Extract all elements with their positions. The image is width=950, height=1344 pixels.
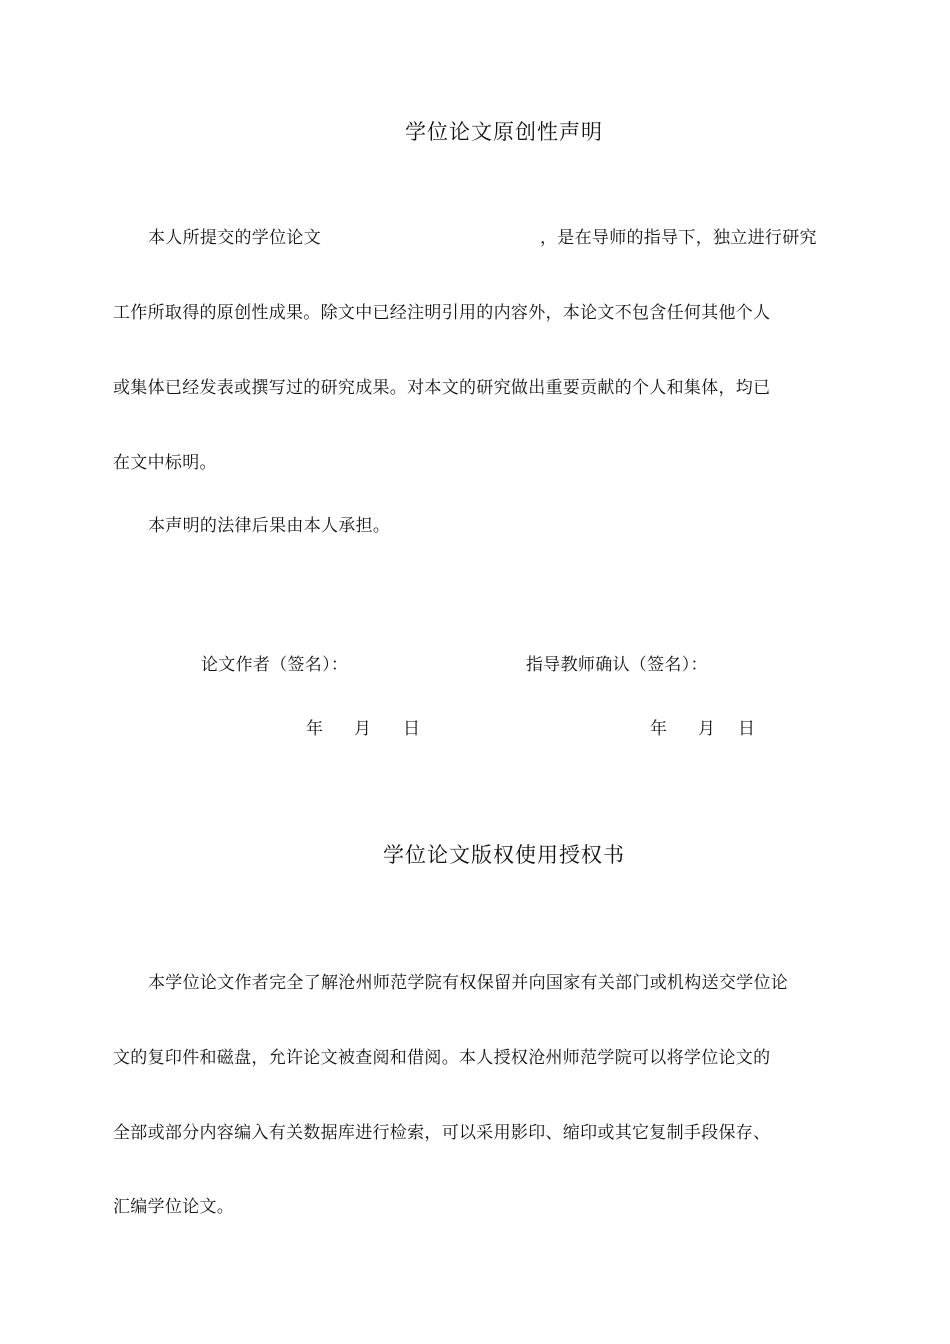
author-date-day: 日 — [403, 719, 420, 739]
advisor-date-month: 月 — [698, 719, 715, 739]
advisor-date-year: 年 — [650, 719, 667, 739]
author-date-year: 年 — [306, 719, 323, 739]
authorization-line-1: 本学位论文作者完全了解沧州师范学院有权保留并向国家有关部门或机构送交学位论 — [148, 973, 789, 993]
authorization-line-3: 全部或部分内容编入有关数据库进行检索，可以采用影印、缩印或其它复制手段保存、 — [113, 1123, 771, 1143]
legal-responsibility-line: 本声明的法律后果由本人承担。 — [148, 516, 391, 536]
authorization-title: 学位论文版权使用授权书 — [383, 843, 625, 867]
declaration-line-2: 工作所取得的原创性成果。除文中已经注明引用的内容外，本论文不包含任何其他个人 — [113, 303, 771, 323]
author-date-month: 月 — [354, 719, 371, 739]
declaration-line-4: 在文中标明。 — [113, 453, 217, 473]
declaration-line-3: 或集体已经发表或撰写过的研究成果。对本文的研究做出重要贡献的个人和集体，均已 — [113, 378, 771, 398]
authorization-line-4: 汇编学位论文。 — [113, 1197, 235, 1217]
authorization-line-2: 文的复印件和磁盘，允许论文被查阅和借阅。本人授权沧州师范学院可以将学位论文的 — [113, 1048, 771, 1068]
declaration-line-1-prefix: 本人所提交的学位论文 — [148, 228, 321, 248]
declaration-title: 学位论文原创性声明 — [405, 120, 603, 144]
advisor-date-day: 日 — [738, 719, 755, 739]
advisor-signature-label: 指导教师确认（签名）： — [526, 655, 708, 675]
declaration-line-1-suffix: ，是在导师的指导下，独立进行研究 — [540, 228, 817, 248]
author-signature-label: 论文作者（签名）： — [201, 655, 349, 675]
